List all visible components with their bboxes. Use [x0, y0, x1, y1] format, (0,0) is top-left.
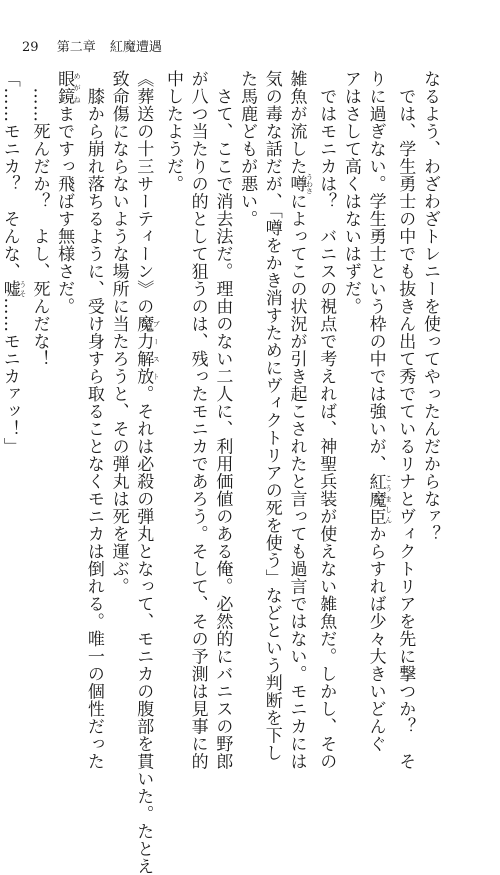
furigana-word: 眼鏡 めがね: [54, 70, 82, 105]
furigana-reading: ブースト: [152, 315, 161, 385]
text-line: りに過ぎない。学生勇士という枠の中では強いが、紅魔臣 こうましんからすれば少々大きいどんぐ: [365, 70, 393, 753]
text-line: なるよう、わざわざトレニーを使ってやったんだからなァ？: [420, 70, 440, 543]
furigana-reading: めがね: [73, 70, 82, 105]
vertical-body-text: [0, 70, 442, 875]
text-line: 雑魚が流した噂 うわさによってこの状況が引き起こされたと言っても過言ではない。モニカには: [286, 70, 314, 770]
furigana-word: 魔力解放 ブースト: [133, 315, 161, 385]
text-line: 中したようだ。: [162, 70, 183, 193]
chapter-number: 第二章: [56, 40, 96, 55]
text-line: さて、ここで消去法だ。理由のない二人に、利用価値のある俺。必然的にバニスの野郎: [212, 70, 233, 770]
text-line: アはさして高くはないはずだ。: [340, 70, 361, 315]
text-line: が八つ当たりの的として狙うのは、残ったモニカであろう。そして、その予測は見事に的: [187, 70, 208, 770]
text-line: た馬鹿どもが悪い。: [237, 70, 258, 228]
text-line: 眼鏡 めがねまですっ飛ばす無様さだ。: [54, 70, 82, 315]
furigana-word: 噂 うわさ: [286, 173, 314, 195]
furigana-word: 嘘 うそ: [0, 280, 27, 298]
furigana-reading: うわさ: [305, 173, 314, 195]
text-line: 気の毒な話だが、「噂をかき消すためにヴィクトリアの死を使う」などという判断を下し: [261, 70, 282, 762]
furigana-word: 紅魔臣 こうましん: [365, 472, 393, 525]
text-line: 《葬送の十三サーティーン》の魔力解放 ブースト。それは必殺の弾丸となって、モニカの腹部を貫いた。たとえ: [133, 70, 161, 875]
text-line: ではモニカは？ バニスの視点で考えれば、神聖兵装が使えない雑魚だ。しかし、その: [316, 70, 337, 770]
running-header: [22, 36, 162, 55]
text-line: 致命傷にならないような場所に当たろうと、その弾丸は死を運ぶ。: [108, 70, 129, 595]
text-line: 膝から崩れ落ちるように、受け身すら取ることなくモニカは倒れる。唯一の個性だった: [83, 70, 104, 770]
furigana-reading: うそ: [18, 280, 27, 298]
chapter-title: 紅魔遭遇: [109, 40, 162, 55]
text-line: では、学生勇士の中でも抜きん出て秀でているリナとヴィクトリアを先に撃つか？ そ: [395, 70, 416, 770]
text-line: ……死んだか？ よし、死んだな！: [29, 70, 50, 368]
text-line: 「……モニカ？ そんな、嘘 うそ……モニカァッ！」: [0, 70, 27, 455]
furigana-reading: こうましん: [384, 472, 393, 525]
page-number: 29: [22, 40, 39, 55]
